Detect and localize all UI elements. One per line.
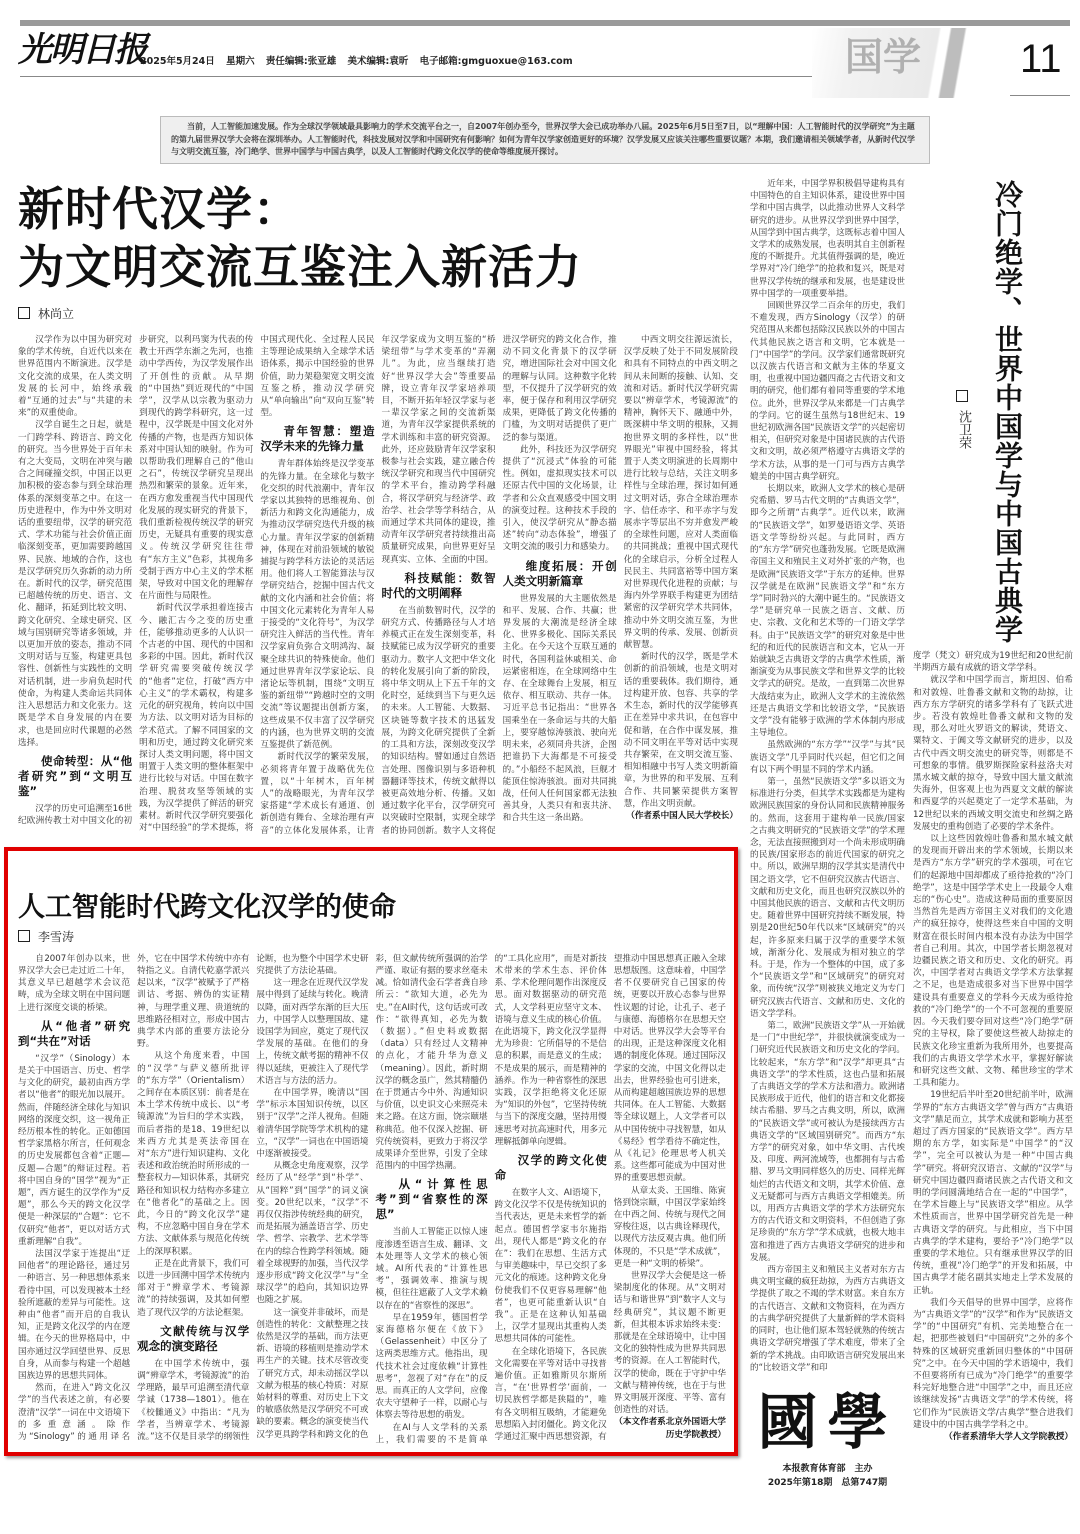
article1-byline [18,306,738,322]
paragraph: 汉学自诞生之日起，就是一门跨学科、跨语言、跨文化的研究。当今世界处于百年未有之大变局，文明在冲突与融合之间碰撞交织，中国正以更加积极的姿态参与到全球治理体系的深刻变革之中。在这一历史进程中，作为中外文明对话的重要纽带，汉学的研究范式、学术功能与社会价值正面临深刻变革，更加需要跨越国界、民族、地域的合作，这也是汉学研究历久弥新的动力所在。新时代的汉学，研究范围已超越传统的历史、语言、文化、翻译，拓延到比较文明、跨文化研究、全球史研究、区域与国别研究等诸多领域，并以更加开放的姿态，推动不同文明对话与互鉴，构建更具包容性、创新性与实践性的文明对话机制，进一步肩负起时代使命，为构建人类命运共同体注入思想活力和文化张力。这既是学术自身发展的内在要求，也是回应时代课题的必然选择。 [18,420,133,748]
article3-author: 沈卫荣 [956,410,971,449]
article3-column-1-wrap [750,178,905,1490]
paragraph: 长期以来，欧洲人文学术的核心是研究希腊、罗马古代文明的“古典语文学”，即今之所谓“古典学”。近代以来，欧洲的“民族语文学”，如罗曼语语文学、英语语文学等纷纷兴起。与此同时，西方的“东方学”研究也蓬勃发展。它既是欧洲帝国主义和殖民主义对外扩张的产物，也是欧洲“民族语文学”于东方的延伸。世界汉学就是在欧洲“民族语文学”和“东方学”同时勃兴的大潮中诞生的。“民族语文学”是研究单一民族之语言、文献、历史、宗教、文化和艺术等的一门语文学学科。由于“民族语文学”的研究对象是中世纪的和近代的民族语言和文本，它从一开始就缺乏古典语文学的古典学术性质，渐渐演变为从事民族文学和世界文学的比较文学式的研究。是故，一直到第二次世界大战结束为止，欧洲人文学术的主流依然还是古典语文学和比较语文学，“民族语文学”没有能够于欧洲的学术体制内形成主导地位。 [750,484,905,739]
section-name: 国学 [845,34,922,79]
paragraph: 第二，欧洲“民族语文学”从一开始就是一门“中世纪学”，并很快就演变成为一门研究近代民族语文和历史文化的学问。比较起来，“东方学”和“汉学”却更具“古典语文学”的学术性质，这也凸显和拓展了古典语文学的学术方法和潜力。欧洲诸民族形成于近代，他们的语言和文化都接续古希腊、罗马之古典文明，所以，欧洲的“民族语文学”或可被认为是接续西方古典语文学的“区域国别研究”。而西方“东方学”的研究对象，如中华文明、古代埃及、印度、两河流域等，也都拥有与古希腊、罗马文明同样悠久的历史、同样光辉灿烂的古代语文和文明，其学术价值、意义无疑都可与西方古典语文学相媲美。所以，用西方古典语文学的学术方法研究东方的古代语文和文明资料，不但创造了弥足珍贵的“东方学”学术成就，也极大地丰富和推进了西方古典语文学研究的进步和发展。 [750,1021,905,1263]
paragraph: 然而，在进入“跨文化汉学”的当代表述之前，有必要澄清“汉学”一词在中文语境下的多重意涵。除作为“Sinology”的通用译名外，它在中国学术传统中亦有特指之义。自清代乾嘉学派兴起以来，“汉学”被赋予了严格训诂、考据、辨伪的实证精神，与理学重义理、贵道统的思维路径相对立，形成中国古典学术内部的重要方法论分野。 [18,953,250,1443]
paragraph: 汉学作为以中国为研究对象的学术传统，自近代以来在世界范围内不断演进。汉学是文化交流的成果，在人类文明发展的长河中，始终承载着“互通的过去”与“共建的未来”的双重使命。 [18,335,133,419]
paragraph: 西方帝国主义和殖民主义者对东方古典文明宝藏的疯狂劫掠，为西方古典语文学提供了取之不竭的学术财富。来自东方的古代语言、文献和文物资料，在为西方的古典学研究提供了大量新鲜的学术资料的同时，也让他们原本驾轻就熟的传统古典语文学研究增强了学术难度，带来了全新的学术挑战。由印欧语言研究发展出来的“比较语文学”和印 [750,1265,905,1373]
paragraph: 回顾世界汉学二百余年的历史，我们不难发现，西方Sinology（汉学）的研究范围从来都包括除汉民族以外的中国古代其他民族之语言和文明，它本就是一门“中国学”的学问。汉学家们通常既研究以汉族古代语言和文献为主体的华夏文明，也重视中国边疆四裔之古代语文和文明的研究，他们都有着同等重要的学术地位。此外，世界汉学从来都是一门古典学的学问。它的诞生虽然与18世纪末、19世纪初欧洲各国“民族语文学”的兴起密切相关，但研究对象是中国诸民族的古代语文和文明，故必须严格遵守古典语文学的学术方法，从事的是一门可与西方古典学媲美的中国古典学研究。 [750,301,905,482]
paragraph: 第一，虽然“民族语文学”多以语文为标准进行分类，但其学术实践都是为建构欧洲民族国家的身份认同和民族精神服务的。然而，这套用于建构单一民族/国家之古典文明研究的“民族语文学”的学术理念，无法直接照搬到对一个尚未形成明确的民族/国家形态的前近代国家的研究之中。所以，欧洲早期的汉学其实是清代中国之语文学，它不但研究汉族古代语言、文献和历史文化，而且也研究汉族以外的中国其他民族的语言、文献和古代文明历史。随着世界中国研究持续不断发展，特别是20世纪50年代以来“区域研究”的兴起，许多原来归属于汉学的重要学术领域，渐渐分化、发展成为相对独立的学科。于是，作为一个整体的中国，成了多个“民族语文学”和“区域研究”的研究对象，而传统“汉学”则被狭义地定义为专门研究汉族古代语言、文献和历史、文化的语文学学科。 [750,776,905,1019]
paragraph: 从概念史角度观察，汉学经历了从“经学”到“朴学”、从“国粹”到“国学”的词义演变。20世纪以来，“汉学”不再仅仅指涉传统经典的研究，而是拓展为涵盖语言学、历史学、哲学、宗教学、艺术学等在内的综合性跨学科领域。随着全球视野的加强，当代汉学逐步形成“跨文化汉学”与“全球汉学”的趋向，其知识边界也随之扩展。 [256,1161,369,1306]
masthead-info [750,1462,905,1490]
paragraph: 当前人工智能正以惊人速度渗透至语言生成、翻译、文本处理等人文学术的核心领域。AI所代表的“计算性思考”，强调效率、推演与规模，但往往遮蔽了人文学术赖以存在的“省察性的深思”。 [375,1227,488,1311]
paragraph: 正是在此背景下，我们可以进一步回溯中国学术传统内部对于“辨章学术、考镜源流”的持续强调，及其如何塑造了现代汉学的方法论框架。 [137,1258,250,1318]
subheading: 青年智慧：塑造汉学未来的先锋力量 [260,424,375,454]
paragraph: 新时代汉学的繁荣发展，必须将青年置于战略优先位置，以“十年树木，百年树人”的战略眼光，为青年汉学家搭建“学术成长有通道、创新创造有舞台、全球治理有声音”的立体化发展体系，让青年汉学家成为文明互鉴的“桥梁纽带”与学术变革的“弄潮儿”。为此，应当继续打造好“世界汉学大会”等重要品牌，设立青年汉学家培养项目，不断开拓年轻汉学家与老一辈汉学家之间的交流新渠道，为青年汉学家提供系统的学术训练和丰富的研究资源。此外，还应鼓励青年汉学家积极参与社会实践，建立融合传统汉学研究和现当代中国研究的学术平台，推动跨学科融合，将汉学研究与经济学、政治学、社会学等学科结合，从而通过学术共同体的建设，推动青年汉学研究者持续推出高质量研究成果，向世界更好呈现真实、立体、全面的中国。 [260,335,496,836]
article1-body [18,334,738,837]
byline-box-icon [956,390,968,402]
paragraph: 从章太炎、王国维、陈寅恪到饶宗颐，中国汉学家始终在中西之间、传统与现代之间穿梭往返，以古典诠释现代，以现代方法反观古典。他们所体现的，不只是“学术成就”，更是一种“文明的桥梁”。 [613,1185,726,1269]
subheading: 维度拓展：开创人类文明新篇章 [502,558,617,588]
paragraph: 此外，科技还为汉学研究提供了“沉浸式”体验的可能性。例如，虚拟现实技术可以还原古代中国的文化场景，让学者和公众直观感受中国文明的演变过程。这种技术手段的引入，使汉学研究从“静态描述”转向“动态体验”，增强了文明交流的吸引力和感染力。 [502,444,617,553]
paragraph: 度学（梵文）研究成为19世纪和20世纪前半期西方最有成就的语文学学科。 [913,651,1073,674]
paragraph: 我们今天倡导的世界中国学，应将作为“古典语文学”的“汉学”和作为“民族语文学”的“中国研究”有机、完美地整合在一起，把那些被划归“中国研究”之外的多个特殊的区域研究重新回归整体的“中国研究”之中。在今天中国的学术语境中，我们不但要将所有已成为“冷门绝学”的重要学科完好地整合进“中国学”之中，而且还应该继续发扬“古典语文学”的学术传统，将它们作为“民族语文学/古典学”整合进我们建设中的中国古典学学科之中。 [913,1297,1073,1430]
paragraph: 新时代汉学承担着连接古今、融汇古今之变的历史重任，能够推动更多的人认识一个古老的中国、现代的中国和多彩的中国。因此，新时代汉学研究需要突破传统汉学的“他者”定位，打破“西方中心主义”的学术霸权，构建多元化的研究视角，转向以中国为方法、以文明对话为目标的学术范式。了解不同国家的文明和历史，通过跨文化研究来探讨人类文明问题，将中国文明置于人类文明的整体框架中进行比较与对话。中国在数字治理、脱贫攻坚等领域的实践，为汉学提供了鲜活的研究素材。新时代汉学研究要强化对“中国经验”的学术提炼，将中国式现代化、全过程人民民主等理论成果纳入全球学术话语体系，揭示中国经验的世界价值，助力架稳架宽文明交流互鉴之桥，推动汉学研究从“单向输出”向“双向互鉴”转型。 [139,335,375,834]
masthead-issue: 2025年第18期 总第747期 [767,1477,888,1488]
paragraph: 在中国学界，晚清以“国学”标示本国知识传统，以区别于“汉学”之洋人视角。但随着清华国学院等学术机构的建立，“汉学”一词也在中国语境中逐渐被接受。 [256,1087,369,1159]
section-rule [1010,95,1070,96]
paragraph: 青年群体始终是汉学变革的先锋力量。在全球化与数字化交织的时代浪潮中，青年汉学家以其独特的思维视角、创新活力和跨文化沟通能力，成为推动汉学研究迭代升级的核心力量。青年汉学家的创新精神，体现在对前沿领域的敏锐捕捉与跨学科方法论的灵活运用。他们将人工智能算法与汉学研究结合，挖掘中国古代文献的文化内涵和社会价值；将中国文化元素转化为青年人易于接受的“文化符号”，为汉学研究注入鲜活的当代性。青年汉学家肩负弥合文明鸿沟、凝聚全球共识的特殊使命。他们通过世界青年汉学家论坛、良渚论坛等机制，围绕“文明互鉴的新纽带”“跨越时空的文明交流”等议题提出创新方案，这些成果不仅丰富了汉学研究的内涵，也为世界文明的交流互鉴提供了新范例。 [260,459,375,751]
article3-column-1 [750,178,905,1374]
subheading: 科技赋能：数智时代的文明阐释 [381,570,496,600]
paragraph: 汉学的历史可追溯至16世纪欧洲传教士对中国文化的初步研究，以利玛窦为代表的传教士开西学东渐之先河，也推动中学西传，为汉学发展作出了开创性的贡献。从早期的“中国热”到近现代的“中国学”，汉学从以宗教为驱动力到现代的跨学科研究，这一过程中，汉学既是中国文化对外传播的产物，也是西方知识体系对中国认知的映射。作为可以帮助我们理解自己的“他山之石”，传统汉学研究呈现出热烈和繁荣的景象。近年来，在西方愈发重视当代中国现代化发展的现实研究的背景下，我们重新检视传统汉学的研究历史，无疑具有重要的现实意义。传统汉学研究往往带有“东方主义”色彩，其视角多受制于西方中心主义的学术框架，导致对中国文化的理解存在片面性与局限性。 [18,335,254,827]
header-rule [20,76,840,77]
article1-author: 林尚立 [38,307,75,321]
paragraph: 这一演变并非破坏，而是创造性的转化：文献整理之技依然是汉学的基础，而方法更新、语境的移植则是推动学术再生产的关键。技术尽管改变了研究方式，却未动摇汉学以文献为根基的核心特质：对原始材料的尊重、对历史上下文的敏感依然是汉学研究不可或缺的要素。概念的演变使当代汉学更具跨学科和跨文化的色彩，但文献传统所强调的治学严谨、取证有据的要求丝毫未减。恰如清代金石学者龚自珍所云：“欲知大道，必先为史。”在AI时代，这句话或可改作：“欲得真知，必先为数（数据）。”但史料或数据（data）只有经过人文精神的点化，才能升华为意义（meaning）。因此，新时期汉学的概念虽广，然其精髓仍在于贯通古今中外、沟通知识与价值，以史识文心来照亮未来之路。在这方面，饶宗颐堪称典范。他不仅深入挖掘、研究传统资料，更致力于将汉学成果译介至世界，引发了全球范围内的中国学热潮。 [256,953,488,1440]
article3-byline [955,390,971,449]
newspaper-logo: 光明日报 [18,30,146,70]
paragraph: 在中国学术传统中，强调“辨章学术，考镜源流”的治学理路，最早可追溯至清代章学诚（1738—1801）。他在《校雠通义》中指出：“凡为学者，当辨章学术、考镜源流。”这不仅是目录学的纲领性论断，也为整个中国学术史研究提供了方法论基础。 [137,953,369,1443]
top-rule [20,20,1070,26]
author-note: （作者系中国人民大学校长） [626,810,738,821]
paragraph: 以上这些因敦煌吐鲁番和黑水城文献的发现而开辟出来的学术领域，长期以来是西方“东方学”研究的学术强项，可在它们的起源地中国却都成了亟待抢救的“冷门绝学”，这是中国学学术史上一段最令人难忘的“伤心史”。造成这种局面的重要原因当然首先是西方帝国主义对我们的文化遗产的疯狂掠夺，使得这些来自中国的文明财富在很长时间内根本没有办法为中国学者自己利用。其次，中国学者长期忽视对边疆民族之语文和历史、文化的研究。再次，中国学者对古典语文学学术方法掌握之不足，也是造成很多对当下世界中国学建设具有重要意义的学科今天成为亟待抢救的“冷门绝学”的一个不可忽视的重要原因。今天我们要夺回对这些“冷门绝学”研究的主导权，除了要使这些被人劫掠走的民族文化珍宝重新为我所用外，也要提高我们的古典语文学学术水平，掌握好解读和研究这些文献、文物、稀世珍宝的学术工具和能力。 [913,834,1073,1089]
byline-box-icon [18,930,30,942]
article2-title: 人工智能时代跨文化汉学的使命 [18,891,396,923]
article2-byline [18,929,726,945]
editor: 责任编辑:张亚雄 [265,56,337,67]
article2-author: 李雪涛 [38,929,75,944]
issue-date: 2025年5月24日 [140,56,215,67]
paragraph: 从这个角度来看，中国的“汉学”与萨义德所批评的“东方学”（Orientalism）之间存在本质区别：前者是在本土学术传统中成长、以“考镜源流”为旨归的学术实践，而后者指的是18、19世纪以来西方尤其是英法帝国在对“东方”进行知识建构、文化表述和政治统治时所形成的一整套权力—知识体系，其研究路径和知识权力结构亦多建立在“他者化”的基础之上。因此，今日的“跨文化汉学”建构，不应忽略中国自身在学术方法、文献体系与规范化传统上的深厚积累。 [137,1051,250,1257]
paragraph: 世界发展的大主题依然是和平、发展、合作、共赢；世界发展的大潮流是经济全球化、世界多极化、国际关系民主化。在今天这个互联互通的时代，各国利益休戚相关、命运紧密相连，在全球网络中生存、在全球舞台上发展，相互依存、相互联动、共存一体。习近平总书记指出：“世界各国乘坐在一条命运与共的大船上，要穿越惊涛骇浪、驶向光明未来，必须同舟共济，企图把谁扔下大海都是不可接受的。”小船经不起风浪，巨舰才能顶住惊涛骇浪。面对共同挑战，任何人任何国家都无法独善其身，人类只有和衷共济、和合共生这一条出路。 [502,593,617,824]
paragraph: 19世纪后半叶至20世纪前半叶，欧洲学界的“东方古典语文学”曾与西方“古典语文学”鼎足而立，其学术成就和影响力甚至超过了西方国家的“民族语文学”。西方早期的东方学，如实际是“中国学”的“汉学”，完全可以被认为是一种“中国古典学”研究。将研究汉语言、文献的“汉学”与研究中国边疆四裔诸民族之古代语文和文明的学问圆满地结合在一起的“中国学”，在学术旨趣上与“民族语文学”相应。从学术性质而言，世界中国学研究首先是一种古典语文学的研究。与此相应，当下中国古典学的学术建构，要给予“冷门绝学”以重要的学术地位。只有继承世界汉学的旧传统，重视“冷门绝学”的开发和拓展，中国古典学才能名副其实地走上学术发展的正轨。 [913,1090,1073,1296]
paragraph: 自2007年创办以来，世界汉学大会已走过近二十年，其意义早已超越学术会议范畴，成为全球文明在中国问题上进行深度交谈的桥梁。 [18,953,131,1013]
article3-column-2 [913,650,1073,1443]
featured-article-frame [4,847,738,1456]
left-articles [14,180,738,1456]
author-note: （作者系清华大学人文学院教授） [944,1432,1073,1442]
subheading: 文献传统与汉学观念的演变路径 [137,1323,250,1353]
editor-intro: 当前，人工智能加速发展。作为全球汉学领域最具影响力的学术交流平台之一，自2007年创办至今，世界汉学大会已成功举办八届。2025年6月5日至7日，以“理解中国：人工智能时代的汉学研究”为主题的第九届世界汉学大会将在深圳举办。人工智能时代，科技发展对汉学和中国研究有何影响？如何为青年汉学家创造更好的环境？汉学发展又应该关注哪些重要议题？本期，我们邀请相关领域学者，从新时代汉学与文明交流互鉴，冷门绝学、世界中国学与中国古典学，以及人工智能时代跨文化汉学的使命等维度展开探讨。 [160,116,930,164]
subheading: 从“计算性思考”到“省察性的深思” [375,1177,488,1222]
paragraph: 早在1959年，德国哲学家海德格尔便在《放下》（Gelassenheit）中区分了这两类思维方式。他指出，现代技术社会过度依赖“计算性思考”，忽视了对“存在”的反思。而真正的人文学问，应像农夫守望种子一样，以耐心与体察去等待思想的萌发。 [375,1312,488,1421]
paragraph: 就汉学和中国学而言，斯坦因、伯希和对敦煌、吐鲁番文献和文物的劫掠，让西方东方学研究的诸多学科有了飞跃式进步。若没有敦煌吐鲁番文献和文物的发现，那么对吐火罗语文的解读，梵语文、粟特文、于阗文等文献研究的进步，以及古代中西文明交流史的研究等，则都是不可想象的事情。俄罗斯探险家科兹洛夫对黑水城文献的掠夺，导致中国大量文献流失海外，但客观上也为西夏文文献的解读和西夏学的兴起奠定了一定学术基础，为12世纪以来的西域文明交流史和丝绸之路发展史的重构创造了必要的学术条件。 [913,675,1073,832]
email: 电子邮箱:gmguoxue@163.com [419,56,573,67]
subheading: 使命转型：从“他者研究”到“文明互鉴” [18,753,133,798]
page-number: 11 [1020,37,1062,81]
art-editor: 美术编辑:袁昕 [347,56,409,67]
guoxue-logo: 國學 [757,1387,898,1458]
article3-title: 冷门绝学、世界中国学与中国古典学 [991,180,1024,644]
article2-body [18,953,726,1446]
paragraph: 法国汉学家于连提出“迂回他者”的理论路径，通过另一种语言、另一种思想体系来看待中国，可以发现被本土经验所遮蔽的差异与可能性。这种由“他者”而开启的自我认知，正是跨文化汉学的内在逻辑。在今天的世界格局中，中国亦通过汉学回望世界、反思自身，从而参与构建一个超越国族边界的思想共同体。 [18,1248,131,1382]
paragraph: 在当前数智时代，汉学的研究方式、传播路径与人才培养模式正在发生深刻变革，科技赋能已成为汉学研究的重要驱动力。数字人文把中华文化的转化发展引向了新的阶段，将中华文明从上下五千年的文化时空，延续到当下与更久远的未来。人工智能、大数据、区块链等数字技术的迅猛发展，为跨文化研究提供了全新的工具和方法，深刻改变汉学的知识结构。譬如通过自然语言处理、图像识别与多语种机器翻译等技术，传统文献得以被更高效地分析、传播。又如通过数字化平台，汉学研究可以突破时空限制，实现全球学者的协同创新。数字人文将促进汉学研究的跨文化合作，推动不同文化背景下的汉学研究，增进国际社会对中国文化的理解与认同。这种数字化转型，不仅提升了汉学研究的效率，便于保存和利用汉学研究成果，更降低了跨文化传播的门槛，为文明对话提供了更广泛的参与渠道。 [381,335,617,836]
article3-column-2-wrap [913,650,1073,1443]
article1-title-line2: 为文明交流互鉴注入新活力 [18,240,582,294]
issue-weekday: 星期六 [226,56,255,67]
paragraph: 在全球化语境下，各民族文化需要在平等对话中寻找普遍价值。正如雅斯贝尔斯所言，“在‘世界哲学’面前，一切民族哲学都是狭隘的”，唯有各文明相互吸纳，才能避免思想陷入封闭僵化。跨文化汉学通过汇聚中西思想资源，有望推动中国思想真正融入全球思想版图。这意味着，中国学者不仅要研究自己国家的传统，更要以开放心态参与世界性议题的讨论，让孔子、老子与康德、海德格尔在思想天空中对话。世界汉学大会等平台的出现，正是这种深度文化相遇的制度化体现。通过国际汉学家的交流，中国文化得以走出去，世界经验也可引进来，从而构建超越国族边界的思想共同体。在人工智能、大数据等全球议题上，人文学者可以从中国传统中寻找智慧，如从《易经》哲学看待不确定性，从《礼记》伦理思考人机关系。这些都可能成为中国对世界的重要思想贡献。 [494,953,726,1443]
header-meta [140,56,581,68]
paragraph: 在数字人文、AI语境下，跨文化汉学不仅是传统知识的当代表达，更是未来哲学的新起点。德国哲学家韦尔施指出，现代人都是“跨文化的存在”：我们在思想、生活方式与审美趣味中，早已交织了多元文化的痕迹。这种跨文化身份使我们不仅更容易理解“他者”，也更可能重新认识“自我”。正是在这种认知基础上，汉学才显现出其重构人类思想共同体的可能性。 [494,1187,607,1345]
paragraph: 中西文明交往源远流长，汉学反映了处于不同发展阶段和具有不同特点的中西文明之间从未间断的接触、认知、交流和对话。新时代汉学研究需要以“辨章学术，考镜源流”的精神，胸怀天下、融通中外，既深耕中华文明的根脉，又拥抱世界文明的多样性，以“世界眼光”审视中国经验，将其置于人类文明演进的长周期中进行比较与总结，关注文明多样性与全球治理，探讨如何通过文明对话，弥合全球治理赤字、信任赤字、和平赤字与发展赤字等层出不穷并愈发严峻的全球性问题，应对人类面临的共同挑战；重视中国式现代化的全球启示，分析全过程人民民主、共同富裕等中国方案对世界现代化进程的贡献；与海内外学界联手构建更为团结紧密的汉学研究学术共同体，推动中外文明交流互鉴，为世界文明的传承、发展、创新贡献智慧。 [623,335,738,651]
subheading: 从“他者”研究到“共在”对话 [18,1018,131,1048]
paragraph: 在AI与人文学科的关系上，我们需要的不是简单的“工具化应用”，而是对新技术带来的学术生态、评价体系、学术伦理问题作出深度反思。面对数据驱动的研究范式，人文学科更应坚守文本、语境与意义生成的核心价值。在此语境下，跨文化汉学显得尤为珍贵：它所倡导的不是信息的积累，而是意义的生成；不是成果的展示，而是精神的涵养。作为一种省察性的深思实践，汉学拒绝将文化还原为“知识的外包”，它坚持传统与当下的深度交融，坚持用慢速思考对抗高速时代，用多元理解抵御单向逻辑。 [375,953,607,1445]
masthead-publisher: 本报教育体育部 主办 [782,1463,873,1474]
paragraph: 新时代的汉学，既是学术创新的前沿领域，也是文明对话的重要载体。我们期待，通过构建开放、包容、共享的学术生态，新时代的汉学能够真正在差异中求共识，在包容中促和谐，在合作中谋发展，推动不同文明在平等对话中实现共存繁荣，在文明交流互鉴、相知相融中书写人类文明新篇章，为世界的和平发展、互利合作、共同繁荣提供方案智慧，作出文明贡献。 [623,652,738,809]
author-note: （本文作者系北京外国语大学历史学院教授） [614,1417,726,1440]
paragraph: “汉学”（Sinology）本是关于中国语言、历史、哲学与文化的研究，最初由西方学者以“他者”的眼光加以展开。然而，伴随经济全球化与知识网络的深度交织，这一视角正经历根本性的转化。正如德国哲学家黑格尔所言，任何观念的历史发展都包含着“正题—反题—合题”的辩证过程。若将中国自身的“国学”视为“正题”，西方诞生的汉学作为“反题”，那么今天的跨文化汉学便是一种深层的“合题”：它不仅研究“他者”，更以对话方式重新理解“自我”。 [18,1053,131,1247]
paragraph: 这一理念在近现代汉学发展中得到了延续与转化。晚清以降，面对西学东渐的巨大压力，中国学人以整理国故、建设国学为回应，奠定了现代汉学发展的基础。在他们的身上，传统文献考据的精神不仅得以延续，更被注入了现代学术语言与方法的活力。 [256,978,369,1086]
paragraph: 虽然欧洲的“东方学”“汉学”与其“民族语文学”几乎同时代兴起，但它们之间有以下两个明显不同的学术内涵。 [750,740,905,775]
article1-title-line1: 新时代汉学： [18,182,300,236]
subheading: 汉学的跨文化使命 [494,1152,607,1182]
paragraph: 近年来，中国学界积极倡导建构具有中国特色的自主知识体系，建设世界中国学和中国古典学，以此推动世界人文科学研究的进步。从世界汉学到世界中国学，从国学到中国古典学，这既标志着中国人文学术的成熟发展，也表明其自主创新程度的不断提升。尤其值得强调的是，晚近学界对“冷门绝学”的抢救和复兴，既是对世界汉学传统的继承和发展，也是建设世界中国学的一项重要举措。 [750,179,905,299]
paragraph: 世界汉学大会便是这一桥梁制度化的体现。从“文明对话与和谐世界”到“数字人文与经典研究”，其议题不断更新，但其根本诉求始终未变：那就是在全球语境中，让中国文化的独特性成为世界共同思考的资源。在人工智能时代，汉学的使命，既在于守护中华文献与精神传统，也在于与世界文明展开深度、平等、富有创造性的对话。 [613,1271,726,1416]
byline-box-icon [18,307,30,319]
